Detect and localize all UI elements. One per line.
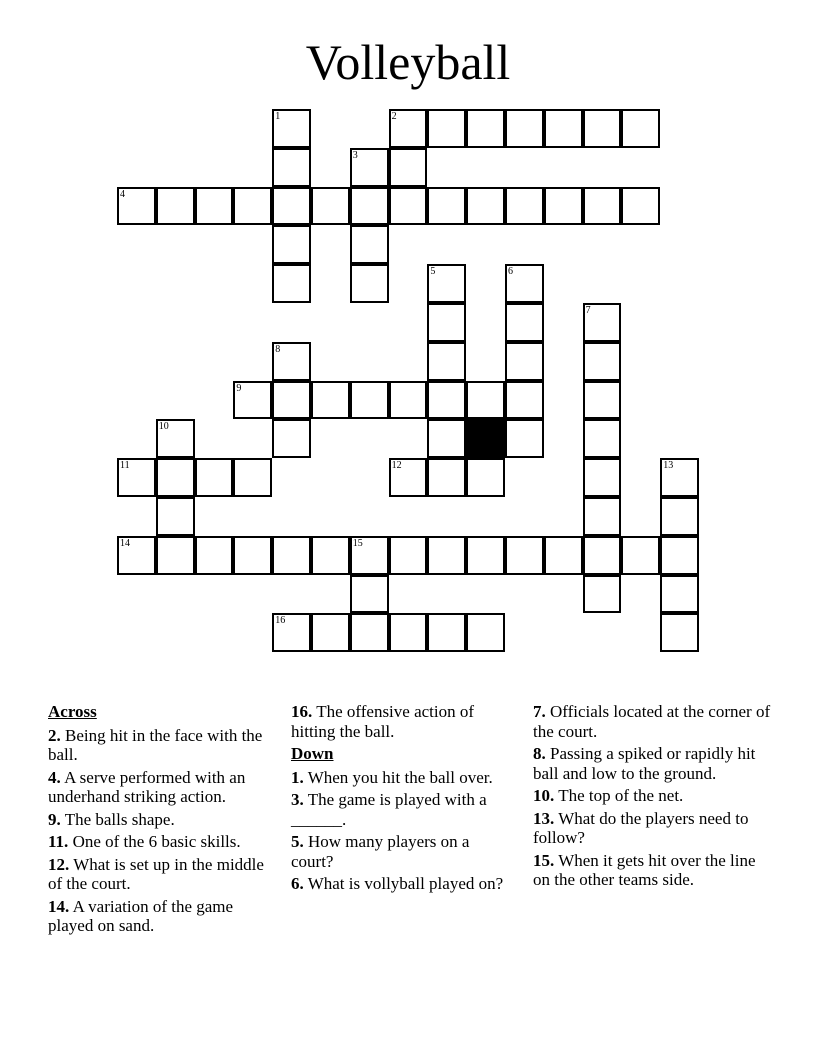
puzzle-title: Volleyball [305,34,511,90]
cell-number: 5 [430,266,436,278]
grid-cell[interactable] [505,303,544,342]
grid-cell[interactable] [117,536,156,575]
grid-cell[interactable] [195,187,234,226]
grid-cell[interactable] [466,536,505,575]
clue-number: 3. [291,790,304,809]
grid-cell[interactable] [389,613,428,652]
grid-cell[interactable] [583,575,622,614]
clue-number: 1. [291,767,304,787]
clue-text: What is set up in the middle of the court. [48,854,264,893]
clue-number: 9. [48,809,61,829]
grid-cell[interactable] [195,536,234,575]
grid-cell[interactable] [272,225,311,264]
cell-number: 12 [391,460,402,472]
clue-number: 15. [533,850,555,870]
grid-cell[interactable] [427,613,466,652]
grid-cell[interactable] [117,187,156,226]
clue-text: The balls shape. [64,809,175,829]
grid-cell[interactable] [389,187,428,226]
grid-cell[interactable] [389,458,428,497]
grid-cell[interactable] [505,187,544,226]
grid-cell[interactable] [466,187,505,226]
grid-cell[interactable] [466,458,505,497]
grid-cell[interactable] [389,536,428,575]
clue-down-10 [533,786,773,806]
across-heading: Across [48,702,97,721]
clue-down-1 [291,768,516,788]
grid-cell[interactable] [350,148,389,187]
clue-text: The game is played with a ______. [291,790,487,829]
grid-cell[interactable] [466,109,505,148]
clue-text: Officials located at the corner of the court. [533,702,771,741]
clue-across-4 [48,768,280,807]
clue-text: The top of the net. [558,786,684,805]
grid-cell[interactable] [505,264,544,303]
grid-cell[interactable] [583,419,622,458]
clue-down-15 [533,851,773,890]
clue-number: 8. [533,744,546,763]
cell-number: 10 [158,421,169,433]
clue-number: 16. [291,702,313,721]
grid-cell[interactable] [272,342,311,381]
clue-number: 12. [48,854,70,874]
cell-number: 14 [120,537,130,549]
crossword-grid [118,110,700,655]
grid-cell[interactable] [427,187,466,226]
cell-number: 2 [391,111,397,122]
clue-down-13 [533,809,773,848]
down-heading: Down [291,744,334,763]
grid-cell[interactable] [156,497,195,536]
grid-cell[interactable] [427,303,466,342]
grid-cell[interactable] [583,536,622,575]
grid-cell[interactable] [233,187,272,226]
clue-down-7 [533,702,773,741]
grid-cell[interactable] [660,613,699,652]
grid-cell[interactable] [272,109,311,148]
clue-down-6 [291,874,516,894]
grid-cell[interactable] [427,342,466,381]
grid-cell[interactable] [350,264,389,303]
cell-number: 9 [236,382,242,394]
cell-number: 8 [275,343,281,355]
grid-cell[interactable] [195,458,234,497]
grid-cell[interactable] [156,419,195,458]
grid-cell[interactable] [427,536,466,575]
clue-text: One of the 6 basic skills. [72,832,241,851]
grid-cell[interactable] [350,575,389,614]
grid-cell[interactable] [660,536,699,575]
black-cell [466,419,505,458]
clue-text: Being hit in the face with the ball. [48,725,263,764]
grid-cell[interactable] [660,497,699,536]
cell-number: 1 [275,111,281,122]
grid-cell[interactable] [311,613,350,652]
clue-across-2 [48,726,280,765]
clue-number: 14. [48,896,70,916]
grid-cell[interactable] [660,458,699,497]
clue-text: What do the players need to follow? [533,808,749,847]
grid-cell[interactable] [156,458,195,497]
cell-number: 16 [275,615,286,627]
grid-cell[interactable] [311,536,350,575]
grid-cell[interactable] [233,381,272,420]
clue-text: When you hit the ball over. [307,767,493,787]
grid-cell[interactable] [466,613,505,652]
grid-cell[interactable] [156,187,195,226]
clue-across-12 [48,855,280,894]
clue-text: How many players on a court? [291,832,470,871]
grid-cell[interactable] [389,109,428,148]
clues-column-3 [533,702,773,893]
grid-cell[interactable] [583,381,622,420]
cell-number: 15 [352,537,363,549]
clue-text: What is vollyball played on? [307,874,504,893]
grid-cell[interactable] [350,187,389,226]
grid-cell[interactable] [272,187,311,226]
clue-text: Passing a spiked or rapidly hit ball and low to the ground. [533,744,756,783]
grid-cell[interactable] [466,381,505,420]
clue-across-9 [48,810,280,830]
grid-cell[interactable] [621,536,660,575]
grid-cell[interactable] [311,381,350,420]
grid-cell[interactable] [350,536,389,575]
grid-cell[interactable] [427,381,466,420]
clue-text: When it gets hit over the line on the other teams side. [533,850,756,889]
grid-cell[interactable] [427,109,466,148]
grid-cell[interactable] [544,187,583,226]
grid-cell[interactable] [233,536,272,575]
cell-number: 6 [508,266,513,278]
grid-cell[interactable] [272,419,311,458]
grid-cell[interactable] [583,187,622,226]
grid-cell[interactable] [389,381,428,420]
grid-cell[interactable] [505,381,544,420]
clue-number: 5. [291,832,304,851]
cell-number: 13 [663,460,674,472]
clue-text: A serve performed with an underhand striking action. [48,767,246,806]
grid-cell[interactable] [272,381,311,420]
clue-number: 4. [48,767,61,787]
grid-cell[interactable] [272,264,311,303]
grid-cell[interactable] [544,536,583,575]
grid-cell[interactable] [272,148,311,187]
clue-across-16 [291,702,516,741]
grid-cell[interactable] [505,109,544,148]
clue-number: 11. [48,832,69,851]
clue-number: 13. [533,808,555,828]
clue-number: 10. [533,786,555,805]
grid-cell[interactable] [583,497,622,536]
grid-cell[interactable] [505,419,544,458]
clue-text: A variation of the game played on sand. [48,896,234,935]
clue-number: 6. [291,874,304,893]
clue-text: The offensive action of hitting the ball. [291,702,475,741]
grid-cell[interactable] [350,381,389,420]
clue-down-3 [291,790,516,829]
grid-cell[interactable] [311,187,350,226]
clue-number: 7. [533,702,546,721]
clue-number: 2. [48,725,61,745]
grid-cell[interactable] [272,613,311,652]
grid-cell[interactable] [427,458,466,497]
clues-column-2 [291,702,516,897]
grid-cell[interactable] [505,536,544,575]
grid-cell[interactable] [272,536,311,575]
grid-cell[interactable] [117,458,156,497]
grid-cell[interactable] [233,458,272,497]
cell-number: 3 [352,149,358,161]
grid-cell[interactable] [583,458,622,497]
clues-column-1 [48,702,280,939]
clue-across-14 [48,897,280,936]
clue-across-11 [48,832,280,852]
grid-cell[interactable] [544,109,583,148]
grid-cell[interactable] [427,264,466,303]
grid-cell[interactable] [621,109,660,148]
grid-cell[interactable] [350,613,389,652]
grid-cell[interactable] [156,536,195,575]
grid-cell[interactable] [389,148,428,187]
grid-cell[interactable] [350,225,389,264]
cell-number: 11 [120,460,130,472]
cell-number: 4 [120,188,125,200]
grid-cell[interactable] [583,342,622,381]
clue-down-8 [533,744,773,783]
grid-cell[interactable] [583,303,622,342]
grid-cell[interactable] [621,187,660,226]
grid-cell[interactable] [505,342,544,381]
cell-number: 7 [585,305,591,316]
grid-cell[interactable] [583,109,622,148]
clue-down-5 [291,832,516,871]
grid-cell[interactable] [427,419,466,458]
grid-cell[interactable] [660,575,699,614]
